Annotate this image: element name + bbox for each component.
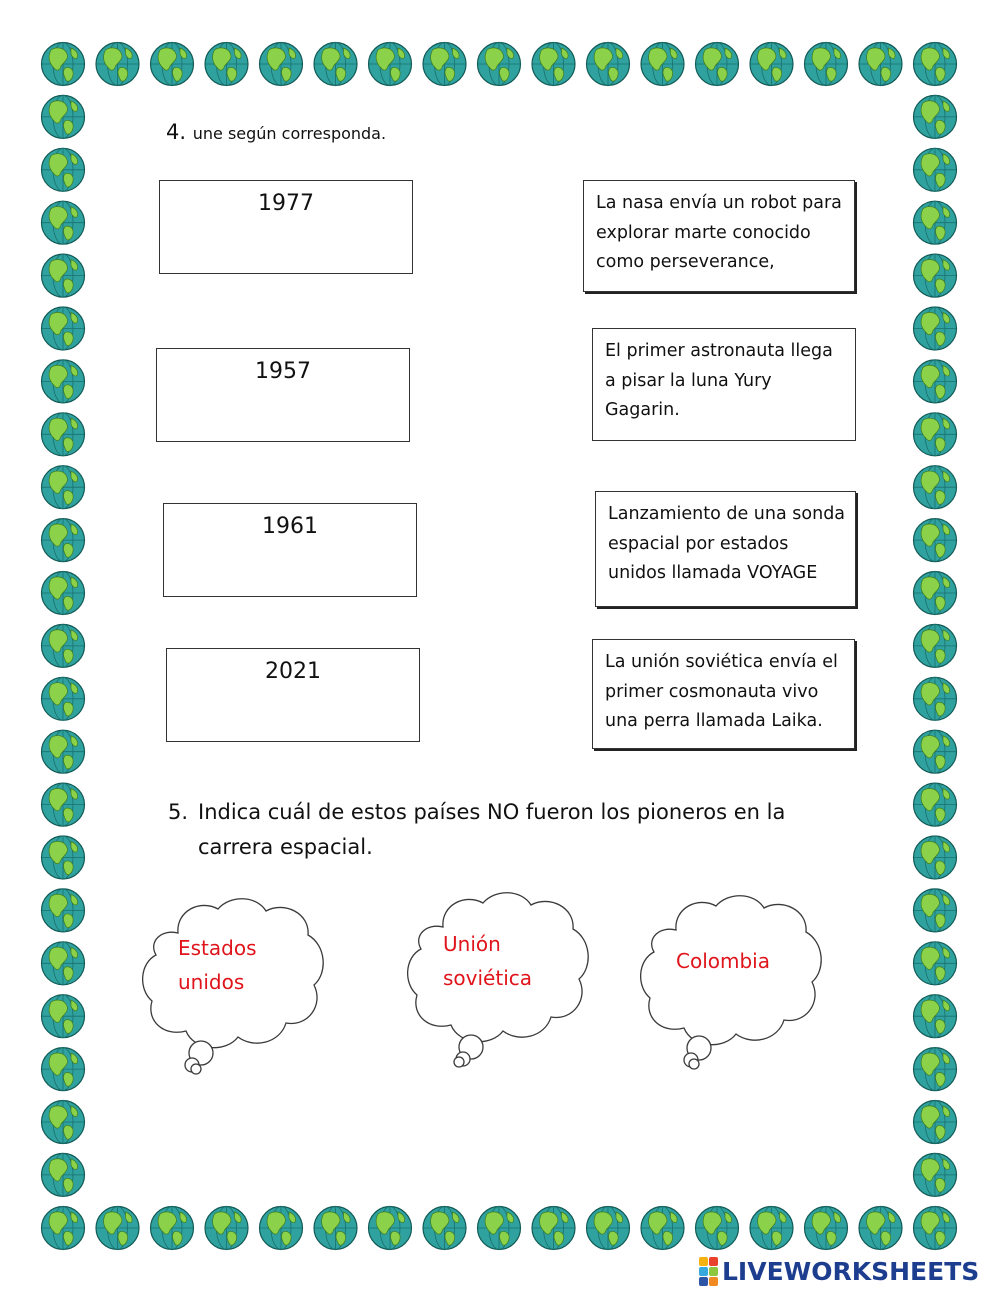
year-box-4[interactable]: [166, 648, 420, 742]
globe-icon: [914, 783, 957, 826]
globe-icon: [42, 43, 85, 86]
globe-icon: [859, 1207, 902, 1250]
globe-icon: [587, 43, 630, 86]
description-line: como perseverance,: [596, 252, 775, 272]
globe-icon: [914, 942, 957, 985]
year-box-3[interactable]: [163, 503, 417, 597]
logo-tile: [709, 1277, 718, 1286]
logo-text: LIVEWORKSHEETS: [722, 1256, 980, 1286]
globe-icon: [914, 677, 957, 720]
globe-icon: [914, 148, 957, 191]
globe-icon: [314, 43, 357, 86]
globe-icon: [914, 624, 957, 667]
globe-icon: [914, 43, 957, 86]
globe-icon: [42, 942, 85, 985]
description-line: a pisar la luna Yury: [605, 370, 772, 391]
description-box-1[interactable]: [583, 180, 855, 292]
globe-icon: [42, 148, 85, 191]
globe-icon: [914, 1207, 957, 1250]
globe-icon: [151, 43, 194, 86]
globe-icon: [260, 1207, 303, 1250]
logo-tile: [699, 1267, 708, 1276]
option-line: Colombia: [676, 949, 770, 973]
description-line: Lanzamiento de una sonda: [608, 504, 846, 524]
globe-icon: [314, 1207, 357, 1250]
globe-icon: [914, 730, 957, 773]
year-label: 1961: [262, 514, 318, 539]
globe-icon: [42, 889, 85, 932]
year-label: 1957: [255, 359, 311, 384]
globe-icon: [478, 1207, 521, 1250]
option-cloud-1[interactable]: [138, 893, 328, 1078]
globe-icon: [42, 783, 85, 826]
globe-icon: [587, 1207, 630, 1250]
logo-tile: [699, 1257, 708, 1266]
year-box-2[interactable]: [156, 348, 410, 442]
globe-icon: [42, 519, 85, 562]
globe-icon: [805, 43, 848, 86]
globe-icon: [42, 1153, 85, 1196]
question-4-heading: [166, 115, 386, 151]
globe-icon: [369, 43, 412, 86]
globe-icon: [42, 95, 85, 138]
description-line: primer cosmonauta vivo: [605, 681, 819, 702]
globe-icon: [696, 1207, 739, 1250]
globe-icon: [42, 677, 85, 720]
option-line: soviética: [443, 966, 533, 990]
globe-icon: [641, 1207, 684, 1250]
globe-icon: [914, 413, 957, 456]
question-5-line-1: Indica cuál de estos países NO fueron los pioneros en la: [198, 800, 786, 824]
globe-icon: [42, 413, 85, 456]
globe-icon: [369, 1207, 412, 1250]
logo-tile: [699, 1277, 708, 1286]
description-line: La nasa envía un robot para: [596, 193, 842, 213]
globe-icon: [96, 43, 139, 86]
globe-icon: [532, 1207, 575, 1250]
globe-icon: [42, 1207, 85, 1250]
globe-icon: [478, 43, 521, 86]
globe-icon: [914, 836, 957, 879]
description-line: El primer astronauta llega: [605, 341, 833, 361]
globe-icon: [914, 889, 957, 932]
liveworksheets-logo-icon: [699, 1257, 718, 1286]
option-label: [443, 927, 532, 995]
globe-icon: [696, 43, 739, 86]
globe-icon: [914, 519, 957, 562]
description-line: explorar marte conocido: [596, 222, 811, 243]
description-line: espacial por estados: [608, 533, 789, 554]
description-line: La unión soviética envía el: [605, 652, 838, 672]
globe-icon: [42, 995, 85, 1038]
globe-icon: [532, 43, 575, 86]
option-line: unidos: [178, 970, 245, 994]
globe-icon: [42, 730, 85, 773]
year-label: 2021: [265, 659, 321, 684]
globe-icon: [914, 1101, 957, 1144]
globe-icon: [914, 201, 957, 244]
globe-icon: [859, 43, 902, 86]
option-line: Estados: [178, 936, 257, 960]
globe-icon: [641, 43, 684, 86]
globe-icon: [42, 1048, 85, 1091]
globe-icon: [914, 1048, 957, 1091]
description-box-2[interactable]: [592, 328, 856, 441]
year-box-1[interactable]: [159, 180, 413, 274]
globe-icon: [205, 1207, 248, 1250]
globe-icon: [914, 466, 957, 509]
globe-icon: [914, 995, 957, 1038]
question-4-number: 4.: [166, 120, 187, 144]
globe-icon: [914, 95, 957, 138]
description-box-4[interactable]: [592, 639, 855, 749]
description-text: [605, 648, 848, 737]
logo-tile: [709, 1257, 718, 1266]
globe-icon: [205, 43, 248, 86]
globe-icon: [42, 624, 85, 667]
description-box-3[interactable]: [595, 491, 856, 607]
globe-icon: [423, 1207, 466, 1250]
description-line: una perra llamada Laika.: [605, 711, 823, 731]
globe-icon: [42, 360, 85, 403]
globe-icon: [914, 1153, 957, 1196]
question-5-line-2: carrera espacial.: [198, 835, 373, 859]
globe-icon: [42, 836, 85, 879]
globe-icon: [42, 307, 85, 350]
logo-tile: [709, 1267, 718, 1276]
question-5-number: 5.: [168, 800, 189, 824]
description-text: [608, 500, 849, 589]
option-line: Unión: [443, 932, 501, 956]
description-text: [596, 189, 848, 278]
globe-icon: [260, 43, 303, 86]
globe-icon: [750, 43, 793, 86]
option-label: [676, 944, 770, 978]
cloud-shape: [636, 890, 826, 1075]
globe-icon: [914, 307, 957, 350]
globe-icon: [96, 1207, 139, 1250]
option-cloud-3[interactable]: [636, 890, 826, 1075]
globe-icon: [423, 43, 466, 86]
question-5-heading: [168, 795, 785, 829]
description-line: unidos llamada VOYAGE: [608, 563, 818, 583]
globe-icon: [151, 1207, 194, 1250]
question-4-instruction: une según corresponda.: [192, 124, 387, 143]
globe-icon: [42, 572, 85, 615]
globe-icon: [42, 254, 85, 297]
option-label: [178, 931, 257, 999]
globe-icon: [914, 254, 957, 297]
description-line: Gagarin.: [605, 400, 680, 420]
globe-icon: [42, 466, 85, 509]
description-text: [605, 337, 849, 426]
globe-icon: [805, 1207, 848, 1250]
globe-icon: [42, 201, 85, 244]
option-cloud-2[interactable]: [403, 887, 593, 1072]
year-label: 1977: [258, 191, 314, 216]
globe-icon: [914, 360, 957, 403]
globe-icon: [914, 572, 957, 615]
globe-icon: [42, 1101, 85, 1144]
liveworksheets-logo: [699, 1256, 979, 1286]
globe-icon: [750, 1207, 793, 1250]
